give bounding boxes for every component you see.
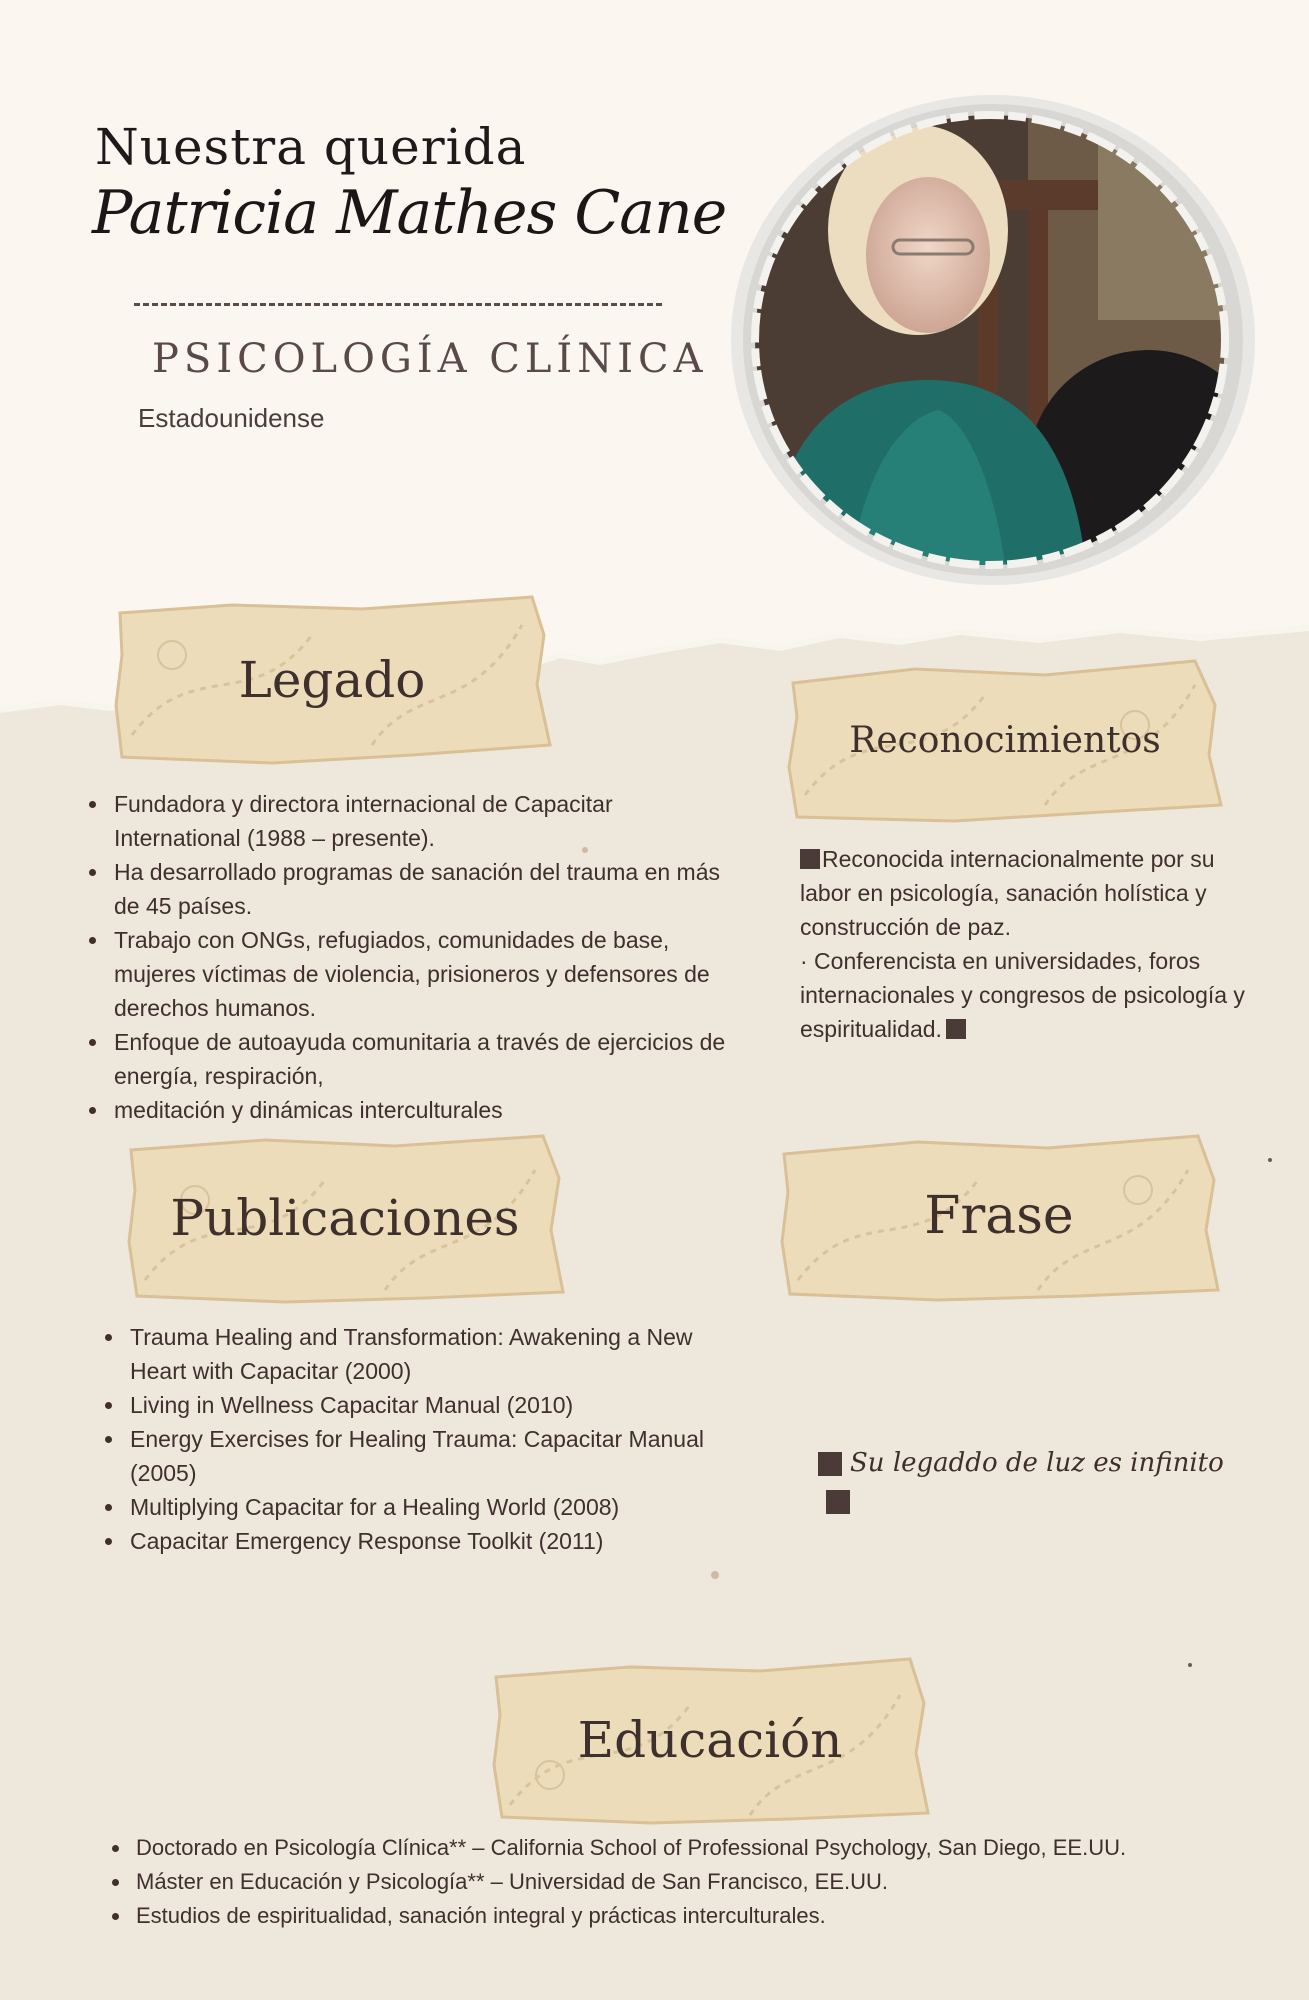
profession-title: PSICOLOGÍA CLÍNICA (152, 336, 708, 382)
banner-reconocimientos (785, 655, 1225, 825)
publicaciones-list (108, 1320, 726, 1558)
banner-educacion (490, 1655, 930, 1825)
reconocimientos-line-1: Reconocida internacionalmente por su labor en psicología, sanación holística y construcción de paz. (800, 846, 1215, 940)
reconocimientos-text (800, 842, 1250, 1046)
section-title-legado: Legado (238, 651, 426, 709)
portrait-photo (728, 90, 1258, 590)
list-item: • Doctorado en Psicología Clínica** – California School of Professional Psychology, San Diego, EE.UU. (132, 1831, 1309, 1865)
list-item: • Trabajo con ONGs, refugiados, comunidades de base, mujeres víctimas de violencia, prisioneros y defensores de derechos humanos. (110, 923, 730, 1025)
list-item: • Enfoque de autoayuda comunitaria a través de ejercicios de energía, respiración, (110, 1025, 730, 1093)
nationality-label: Estadounidense (138, 403, 325, 433)
banner-legado (112, 595, 552, 765)
list-item: • Estudios de espiritualidad, sanación integral y prácticas interculturales. (132, 1899, 1309, 1933)
list-item: • meditación y dinámicas interculturales (110, 1093, 730, 1127)
list-item: • Energy Exercises for Healing Trauma: Capacitar Manual (2005) (126, 1422, 726, 1490)
banner-frase (778, 1130, 1220, 1302)
square-bullet-icon (818, 1452, 842, 1476)
reconocimientos-line-2: · Conferencista en universidades, foros internacionales y congresos de psicología y espiritualidad. (800, 948, 1245, 1042)
list-item: • Trauma Healing and Transformation: Awakening a New Heart with Capacitar (2000) (126, 1320, 726, 1388)
section-title-educacion: Educación (577, 1711, 843, 1769)
list-item: • Máster en Educación y Psicología** – Universidad de San Francisco, EE.UU. (132, 1865, 1309, 1899)
section-title-reconocimientos: Reconocimientos (849, 719, 1161, 761)
section-title-frase: Frase (924, 1186, 1074, 1246)
list-item: • Ha desarrollado programas de sanación del trauma en más de 45 países. (110, 855, 730, 923)
person-name: Patricia Mathes Cane (92, 178, 727, 248)
pre-title: Nuestra querida (95, 118, 527, 176)
square-bullet-icon (800, 849, 820, 869)
educacion-list (114, 1831, 1309, 1933)
list-item: • Capacitar Emergency Response Toolkit (2011) (126, 1524, 726, 1558)
list-item: • Fundadora y directora internacional de Capacitar International (1988 – presente). (110, 787, 730, 855)
dashed-divider (134, 303, 662, 306)
section-title-publicaciones: Publicaciones (170, 1188, 520, 1247)
quote-text: Su legaddo de luz es infinito (850, 1448, 1224, 1478)
list-item: • Multiplying Capacitar for a Healing World (2008) (126, 1490, 726, 1524)
list-item: • Living in Wellness Capacitar Manual (2010) (126, 1388, 726, 1422)
legado-list (92, 787, 730, 1127)
square-bullet-icon (946, 1019, 966, 1039)
square-bullet-icon (826, 1490, 850, 1514)
banner-publicaciones (125, 1130, 565, 1305)
